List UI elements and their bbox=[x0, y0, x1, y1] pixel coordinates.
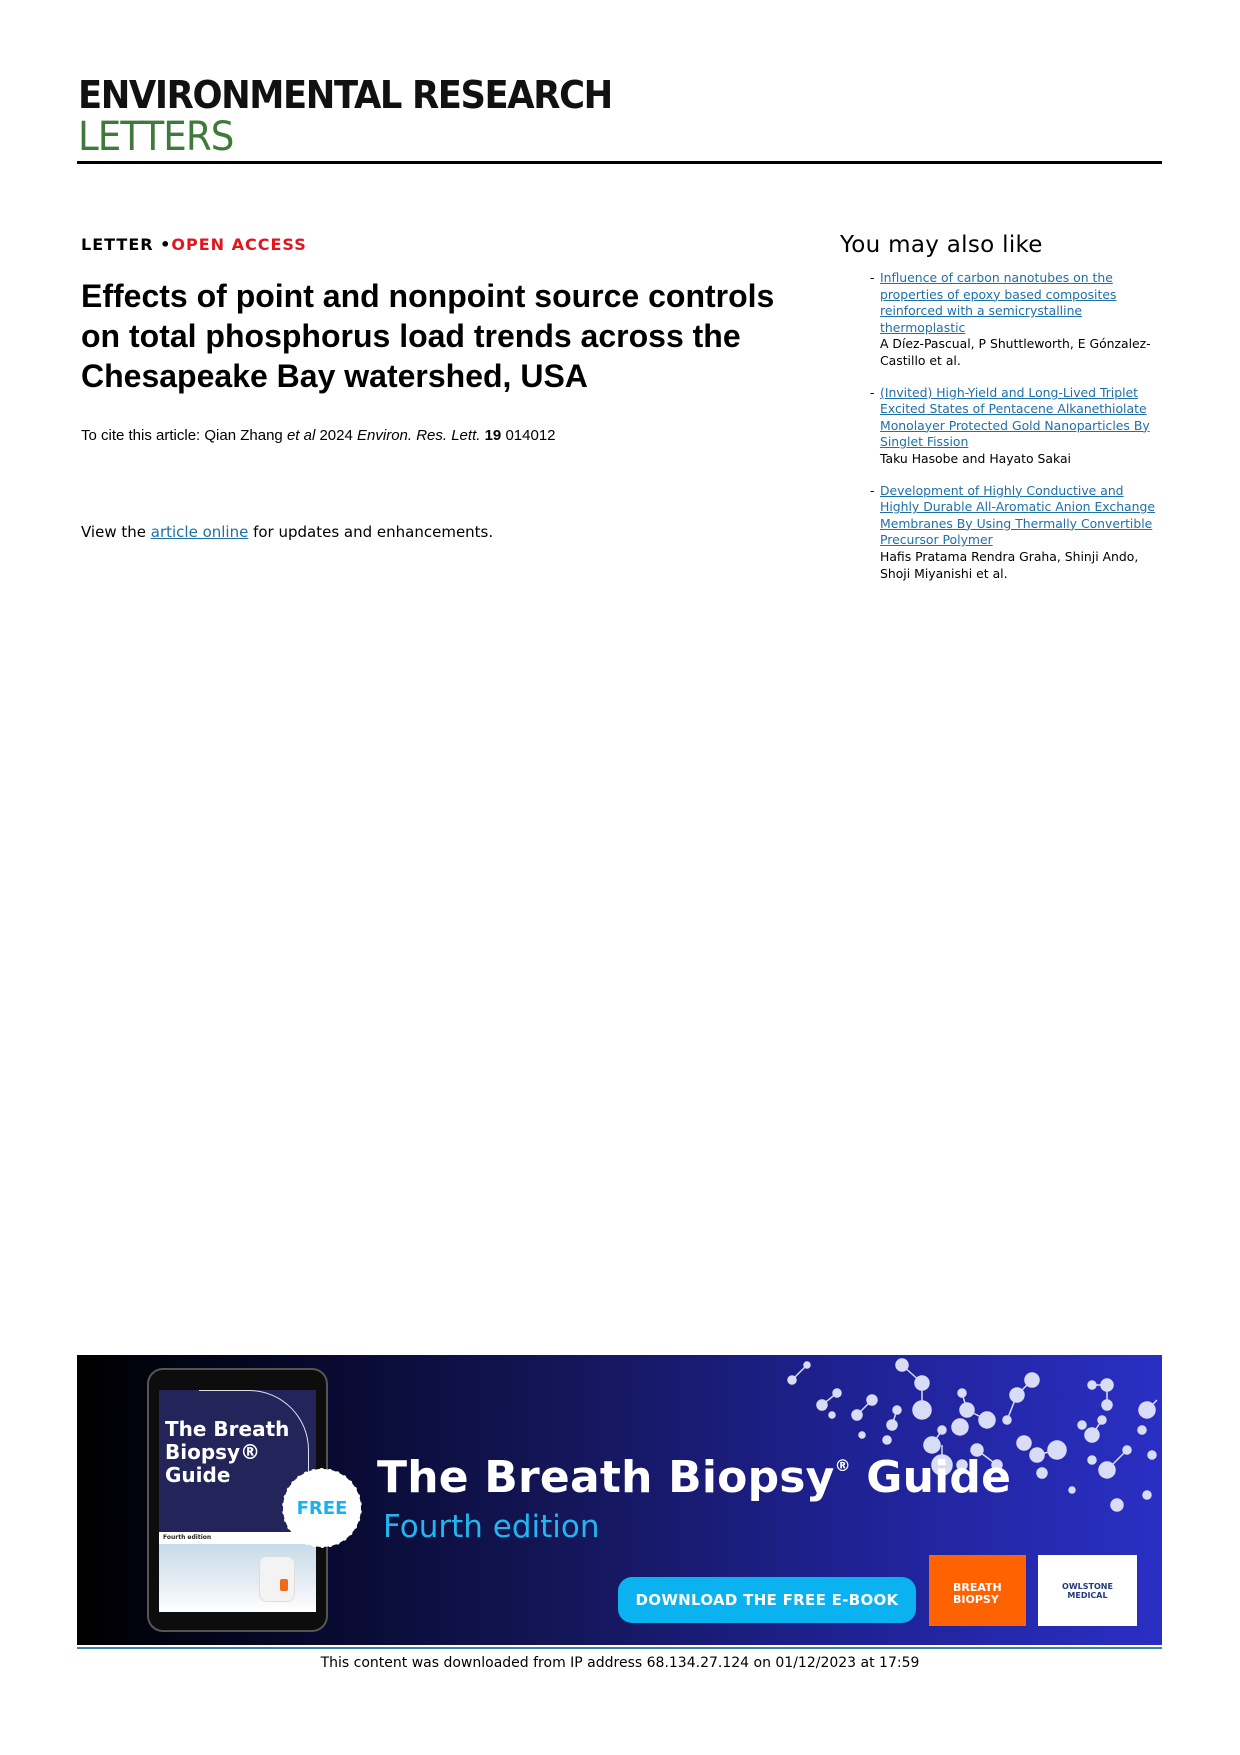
owlstone-medical-logo bbox=[1038, 1555, 1137, 1626]
ebook-cover-edition: Fourth edition bbox=[159, 1532, 316, 1544]
view-online-text bbox=[81, 523, 493, 541]
ebook-cover-title: The Breath Biopsy® Guide bbox=[165, 1417, 290, 1487]
logo-line-2: LETTERS bbox=[78, 114, 234, 160]
ad-banner[interactable] bbox=[77, 1355, 1162, 1645]
molecules-decoration-icon bbox=[762, 1355, 1162, 1545]
open-access-label: OPEN ACCESS bbox=[171, 235, 307, 254]
brand-line-1: BREATH bbox=[953, 1581, 1002, 1594]
list-dash: - bbox=[870, 482, 875, 498]
related-item-authors: Taku Hasobe and Hayato Sakai bbox=[880, 450, 1071, 466]
related-list bbox=[870, 270, 1170, 582]
related-item-link[interactable]: (Invited) High-Yield and Long-Lived Triplet Excited States of Pentacene Alkanethiolate Monolayer Protected Gold Nanoparticles By Singlet Fission bbox=[880, 384, 1150, 450]
cite-prefix: To cite this article: Qian Zhang bbox=[81, 427, 287, 444]
letter-label: LETTER bbox=[81, 235, 154, 254]
owlstone-line-2: MEDICAL bbox=[1067, 1590, 1108, 1600]
breath-biopsy-logo bbox=[929, 1555, 1026, 1626]
article-online-link[interactable]: article online bbox=[150, 523, 249, 541]
citation bbox=[81, 427, 556, 444]
ad-subheadline: Fourth edition bbox=[383, 1509, 600, 1545]
cite-article-number: 014012 bbox=[501, 427, 556, 444]
free-badge: FREE bbox=[286, 1472, 358, 1544]
related-item-link[interactable]: Development of Highly Conductive and Highly Durable All-Aromatic Anion Exchange Membranes By Using Thermally Convertible Precursor Polymer bbox=[880, 482, 1155, 548]
download-ebook-button[interactable]: DOWNLOAD THE FREE E-BOOK bbox=[618, 1577, 916, 1623]
list-dash: - bbox=[870, 384, 875, 400]
related-heading: You may also like bbox=[840, 232, 1043, 258]
article-type-label bbox=[81, 235, 307, 254]
registered-mark: ® bbox=[834, 1456, 851, 1475]
related-item bbox=[870, 270, 1155, 370]
related-item-authors: A Díez-Pascual, P Shuttleworth, E Gónzalez-Castillo et al. bbox=[880, 336, 1151, 368]
cite-etal: et al bbox=[286, 427, 316, 444]
breath-device-icon bbox=[259, 1556, 295, 1602]
owlstone-line-1: OWLSTONE bbox=[1062, 1581, 1113, 1591]
related-articles bbox=[840, 232, 1170, 597]
header-divider bbox=[77, 161, 1162, 164]
bullet-separator: • bbox=[160, 235, 172, 254]
related-item-link[interactable]: Influence of carbon nanotubes on the properties of epoxy based composites reinforced with a semicrystalline thermoplastic bbox=[880, 270, 1117, 335]
ad-headline bbox=[377, 1452, 1011, 1503]
banner-divider bbox=[77, 1647, 1162, 1649]
journal-logo bbox=[78, 74, 652, 158]
view-online-prefix: View the bbox=[81, 523, 151, 541]
related-item-authors: Hafis Pratama Rendra Graha, Shinji Ando, Shoji Miyanishi et al. bbox=[880, 548, 1139, 581]
list-dash: - bbox=[870, 270, 875, 285]
logo-line-1: ENVIRONMENTAL RESEARCH bbox=[78, 73, 612, 117]
ad-headline-end: Guide bbox=[850, 1452, 1012, 1503]
download-notice: This content was downloaded from IP address 68.134.27.124 on 01/12/2023 at 17:59 bbox=[320, 1655, 920, 1671]
view-online-suffix: for updates and enhancements. bbox=[248, 523, 494, 541]
article-title: Effects of point and nonpoint source controls on total phosphorus load trends across the Chesapeake Bay watershed, USA bbox=[81, 278, 775, 394]
cite-volume: 19 bbox=[484, 427, 502, 444]
brand-line-2: BIOPSY bbox=[953, 1593, 999, 1606]
cite-year: 2024 bbox=[315, 427, 358, 444]
related-item bbox=[870, 483, 1155, 583]
cite-journal: Environ. Res. Lett. bbox=[357, 427, 481, 444]
related-item bbox=[870, 385, 1155, 468]
lab-photo bbox=[159, 1544, 316, 1612]
ad-headline-text: The Breath Biopsy bbox=[377, 1452, 835, 1503]
